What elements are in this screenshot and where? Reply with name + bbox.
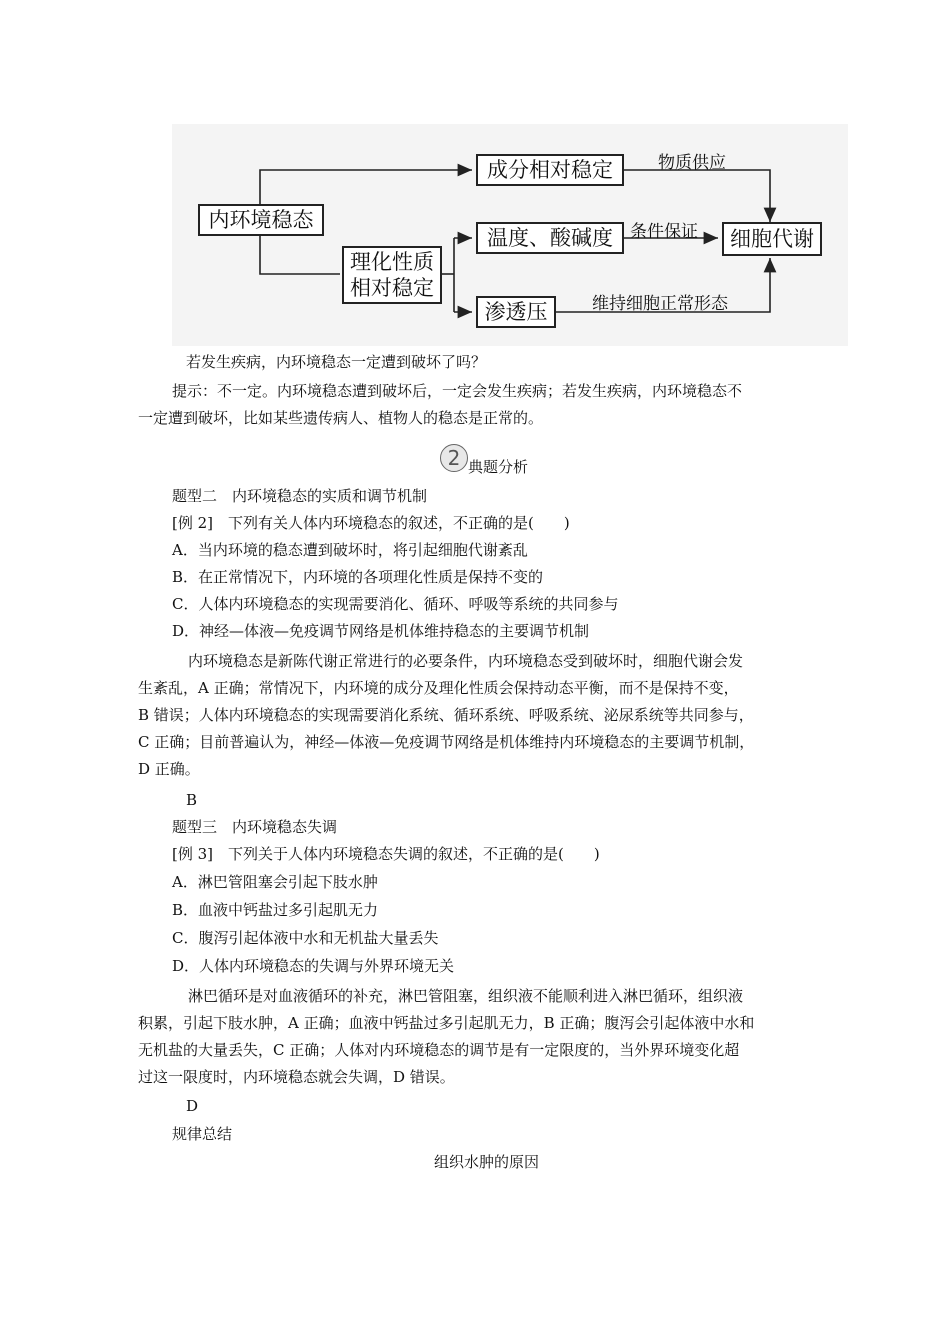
analysis-line: 过这一限度时，内环境稳态就会失调，D 错误。	[138, 1068, 455, 1086]
example2-option-d: D．神经—体液—免疫调节网络是机体维持稳态的主要调节机制	[172, 622, 590, 640]
analysis-line: 生紊乱，A 正确；常情况下，内环境的成分及理化性质会保持动态平衡，而不是保持不变，	[138, 679, 739, 697]
example2-option-c: C．人体内环境稳态的实现需要消化、循环、呼吸等系统的共同参与	[172, 595, 619, 613]
example3-option-d: D．人体内环境稳态的失调与外界环境无关	[172, 957, 455, 975]
question-text: 若发生疾病，内环境稳态一定遭到破坏了吗？	[186, 353, 487, 371]
analysis-line: D 正确。	[138, 760, 200, 778]
physchem-line-2: 相对稳定	[350, 276, 434, 300]
osmotic-node: 渗透压	[476, 296, 556, 328]
example3-answer: D	[186, 1097, 199, 1115]
analysis-line: 无机盐的大量丢失，C 正确；人体对内环境稳态的调节是有一定限度的，当外界环境变化超	[138, 1041, 740, 1059]
summary-label: 规律总结	[172, 1125, 233, 1143]
analysis-line: B 错误；人体内环境稳态的实现需要消化系统、循环系统、呼吸系统、泌尿系统等共同参与，	[138, 706, 754, 724]
example2-stem: [例 2] 下列有关人体内环境稳态的叙述，不正确的是( )	[172, 514, 570, 532]
summary-title: 组织水肿的原因	[434, 1153, 540, 1171]
edge-label-condition: 条件保证	[630, 222, 698, 242]
composition-node: 成分相对稳定	[476, 154, 624, 186]
edge-label-supply: 物质供应	[658, 153, 726, 173]
root-node: 内环境稳态	[198, 204, 324, 236]
analysis-line: 积累，引起下肢水肿，A 正确；血液中钙盐过多引起肌无力，B 正确；腹泻会引起体液中水和	[138, 1014, 755, 1032]
hint-paragraph	[138, 378, 814, 432]
type2-heading: 题型二 内环境稳态的实质和调节机制	[172, 487, 428, 505]
temp-ph-node: 温度、酸碱度	[476, 222, 624, 254]
hint-line: 一定遭到破坏，比如某些遗传病人、植物人的稳态是正常的。	[138, 409, 544, 427]
example2-answer: B	[186, 791, 198, 809]
analysis-line: 淋巴循环是对血液循环的补充，淋巴管阻塞，组织液不能顺利进入淋巴循环，组织液	[188, 987, 744, 1005]
example2-option-a: A．当内环境的稳态遭到破坏时，将引起细胞代谢紊乱	[172, 541, 528, 559]
physchem-node	[342, 246, 442, 304]
homeostasis-diagram	[172, 124, 848, 346]
example2-analysis	[138, 648, 814, 783]
example2-option-b: B．在正常情况下，内环境的各项理化性质是保持不变的	[172, 568, 544, 586]
metabolism-node: 细胞代谢	[722, 222, 822, 256]
example3-option-c: C．腹泻引起体液中水和无机盐大量丢失	[172, 929, 439, 947]
hint-line: 提示：不一定。内环境稳态遭到破坏后，一定会发生疾病；若发生疾病，内环境稳态不	[172, 382, 743, 400]
example3-analysis	[138, 983, 814, 1091]
type3-heading: 题型三 内环境稳态失调	[172, 818, 338, 836]
section-number-badge: 2	[440, 444, 468, 472]
example3-option-a: A．淋巴管阻塞会引起下肢水肿	[172, 873, 378, 891]
physchem-line-1: 理化性质	[350, 250, 434, 274]
analysis-line: C 正确；目前普遍认为，神经—体液—免疫调节网络是机体维持内环境稳态的主要调节机制，	[138, 733, 755, 751]
example3-stem: [例 3] 下列关于人体内环境稳态失调的叙述，不正确的是( )	[172, 845, 600, 863]
section-title: 典题分析	[468, 458, 529, 476]
example3-option-b: B．血液中钙盐过多引起肌无力	[172, 901, 379, 919]
analysis-line: 内环境稳态是新陈代谢正常进行的必要条件，内环境稳态受到破坏时，细胞代谢会发	[188, 652, 744, 670]
edge-label-shape: 维持细胞正常形态	[592, 294, 728, 314]
